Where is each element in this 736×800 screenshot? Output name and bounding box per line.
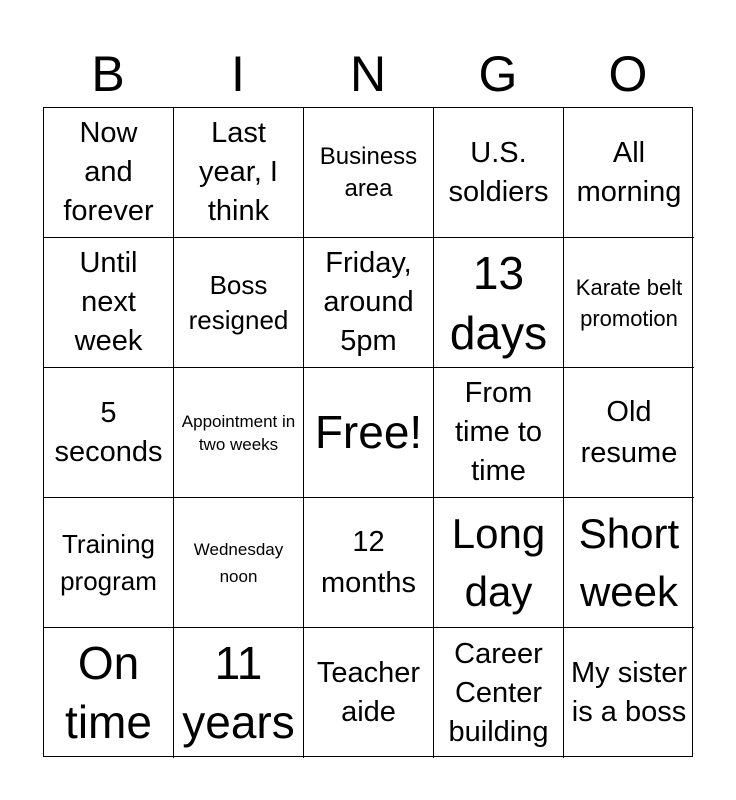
- bingo-cell[interactable]: [44, 108, 174, 238]
- cell-text: Wednesday noon: [193, 539, 284, 586]
- bingo-cell[interactable]: [434, 628, 564, 758]
- bingo-cell[interactable]: [174, 108, 304, 238]
- bingo-cell[interactable]: [304, 498, 434, 628]
- cell-text: Until next week: [74, 247, 143, 357]
- cell-text: 13 days: [449, 246, 548, 359]
- bingo-board: [43, 107, 693, 757]
- cell-text: U.S. soldiers: [448, 136, 549, 208]
- cell-text: Boss resigned: [188, 269, 289, 335]
- bingo-cell[interactable]: [174, 368, 304, 498]
- bingo-cell[interactable]: [564, 108, 694, 238]
- bingo-cell[interactable]: [174, 628, 304, 758]
- cell-text: Last year, I think: [199, 117, 278, 227]
- bingo-cell[interactable]: [174, 238, 304, 368]
- cell-text: Now and forever: [63, 117, 154, 227]
- cell-text: Short week: [578, 509, 680, 615]
- header-letter-b: B: [91, 46, 125, 102]
- cell-text: Teacher aide: [316, 657, 421, 728]
- bingo-cell[interactable]: [44, 368, 174, 498]
- bingo-cell[interactable]: [434, 498, 564, 628]
- bingo-cell[interactable]: [304, 238, 434, 368]
- cell-text: Appointment in two weeks: [181, 411, 296, 454]
- bingo-cell[interactable]: [44, 628, 174, 758]
- bingo-cell[interactable]: [44, 498, 174, 628]
- bingo-cell[interactable]: [304, 628, 434, 758]
- cell-text: 12 months: [320, 525, 417, 599]
- cell-text: Training program: [60, 528, 157, 596]
- bingo-cell[interactable]: [304, 108, 434, 238]
- cell-text: From time to time: [454, 377, 543, 487]
- bingo-cell[interactable]: [564, 498, 694, 628]
- bingo-cell[interactable]: [434, 368, 564, 498]
- cell-text: My sister is a boss: [571, 657, 687, 728]
- bingo-cell[interactable]: [434, 108, 564, 238]
- cell-text: Career Center building: [448, 637, 549, 748]
- bingo-cell[interactable]: [434, 238, 564, 368]
- bingo-cell[interactable]: [304, 368, 434, 498]
- cell-text: 5 seconds: [54, 396, 163, 468]
- cell-text: Free!: [314, 406, 423, 458]
- header-letter-g: G: [478, 46, 518, 102]
- bingo-cell[interactable]: [564, 628, 694, 758]
- cell-text: Friday, around 5pm: [323, 247, 414, 357]
- bingo-cell[interactable]: [44, 238, 174, 368]
- bingo-cell[interactable]: [564, 238, 694, 368]
- cell-text: Business area: [319, 142, 418, 202]
- header-letter-n: N: [349, 46, 387, 102]
- cell-text: Old resume: [580, 395, 678, 469]
- header-letter-i: I: [231, 46, 245, 102]
- bingo-cell[interactable]: [174, 498, 304, 628]
- cell-text: 11 years: [182, 637, 295, 748]
- bingo-header: [43, 42, 693, 106]
- cell-text: Karate belt promotion: [575, 274, 683, 331]
- header-letter-o: O: [608, 46, 648, 102]
- cell-text: All morning: [576, 136, 682, 208]
- cell-text: Long day: [451, 509, 546, 615]
- cell-text: On time: [65, 637, 152, 748]
- bingo-cell[interactable]: [564, 368, 694, 498]
